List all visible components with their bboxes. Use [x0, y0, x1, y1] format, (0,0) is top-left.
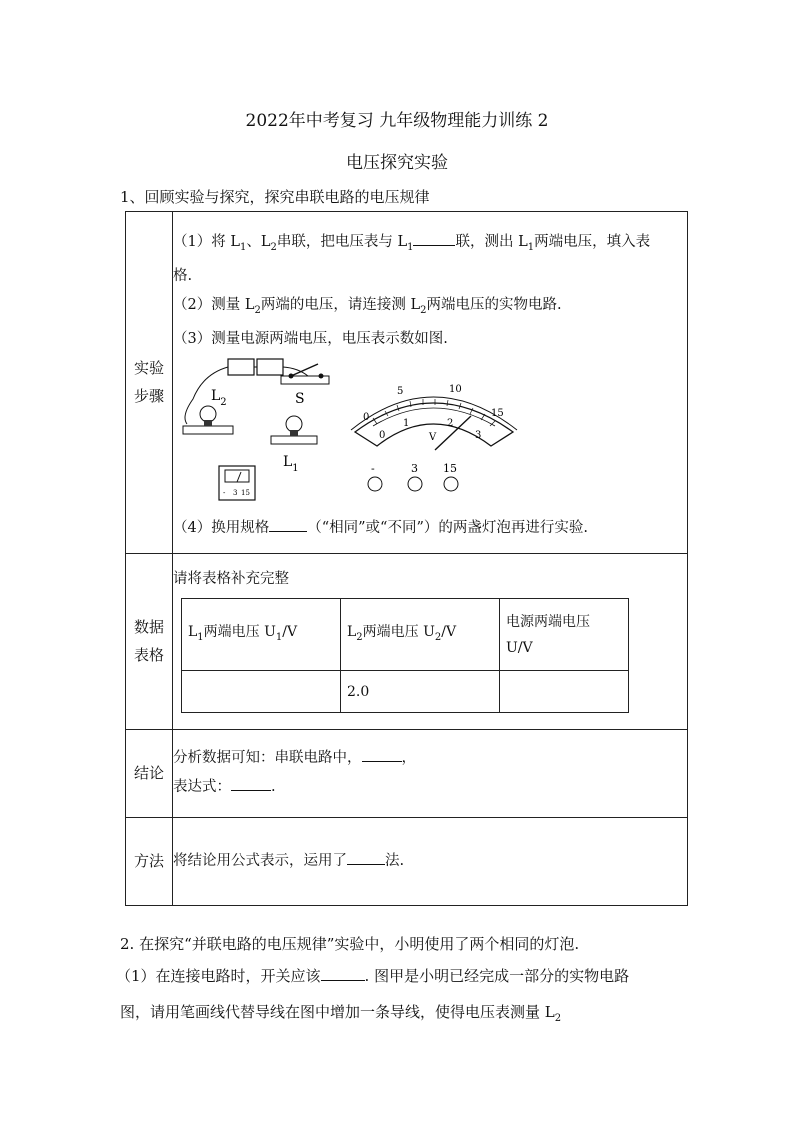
- circuit-svg: [173, 354, 673, 514]
- svg-text:3: 3: [475, 429, 482, 441]
- step-2: （2）测量 $L_2$两端的电压，请连接测 $L_2$两端电压的实物电路.: [173, 296, 562, 316]
- step-3: （3）测量电源两端电压，电压表示数如图.: [173, 330, 448, 347]
- step-1-cont: 格.: [173, 267, 193, 284]
- cell-u2: 2.0: [341, 671, 500, 713]
- svg-text:-: -: [371, 461, 375, 475]
- svg-text:15: 15: [241, 488, 250, 497]
- svg-text:15: 15: [443, 461, 457, 475]
- page-subtitle: 电压探究实验: [346, 153, 448, 173]
- svg-text:10: 10: [449, 383, 462, 395]
- terminal-3[interactable]: [408, 477, 422, 491]
- svg-text:5: 5: [397, 385, 404, 397]
- terminal-minus[interactable]: [368, 477, 382, 491]
- col-header-u1: $L_1$两端电压 $U_1/V$: [182, 599, 341, 671]
- cell-u1[interactable]: [182, 671, 341, 713]
- step-1: （1）将 $L_1$、$L_2$串联，把电压表与 $L_1$ 联，测出 $L_1$两端电压，填入表: [173, 228, 687, 262]
- svg-text:-: -: [223, 488, 226, 497]
- data-table: [181, 598, 629, 713]
- question-2-line-3: 图，请用笔画线代替导线在图中增加一条导线，使得电压表测量 $L_2$: [120, 1003, 562, 1024]
- row-label-method: 方法: [126, 817, 173, 905]
- col-header-u2: $L_2$两端电压 $U_2/V$: [341, 599, 500, 671]
- svg-text:3: 3: [233, 488, 238, 497]
- row-label-data: 数据表格: [126, 553, 173, 729]
- lamp-L1-label: $L_1$: [283, 453, 299, 474]
- svg-text:15: 15: [491, 407, 504, 419]
- method-content: 将结论用公式表示，运用了 法.: [173, 817, 688, 905]
- col-header-total: 电源两端电压 U/V: [500, 599, 629, 671]
- svg-text:0: 0: [379, 429, 386, 441]
- data-content: [173, 553, 688, 729]
- page-title: 2022年中考复习 九年级物理能力训练 2: [245, 111, 549, 131]
- experiment-table: [125, 211, 688, 906]
- conclusion-content: [173, 729, 688, 817]
- conclusion-line-2: 表达式： .: [173, 773, 687, 802]
- lamp-L2-label: $L_2$: [211, 387, 227, 408]
- conclusion-line-1: 分析数据可知：串联电路中， ，: [173, 744, 687, 773]
- svg-text:1: 1: [403, 417, 410, 429]
- svg-text:3: 3: [411, 461, 418, 475]
- data-intro: 请将表格补充完整: [173, 571, 289, 588]
- step-4: （4）换用规格 （“相同”或“不同”）的两盏灯泡再进行实验.: [173, 514, 687, 543]
- svg-text:2: 2: [447, 417, 454, 429]
- question-2-line-1: 2. 在探究“并联电路的电压规律”实验中，小明使用了两个相同的灯泡.: [120, 935, 580, 953]
- terminal-15[interactable]: [444, 477, 458, 491]
- row-label-conclusion: 结论: [126, 729, 173, 817]
- svg-text:V: V: [429, 431, 437, 443]
- question-2-line-2: （1）在连接电路时，开关应该 . 图甲是小明已经完成一部分的实物电路: [116, 967, 630, 985]
- svg-text:0: 0: [363, 411, 370, 423]
- question-1-heading: 1、回顾实验与探究，探究串联电路的电压规律: [120, 188, 430, 206]
- cell-total[interactable]: [500, 671, 629, 713]
- switch-label: S: [295, 390, 305, 407]
- circuit-figure: [173, 354, 687, 514]
- steps-content: [173, 212, 688, 554]
- row-label-steps: 实验步骤: [126, 212, 173, 554]
